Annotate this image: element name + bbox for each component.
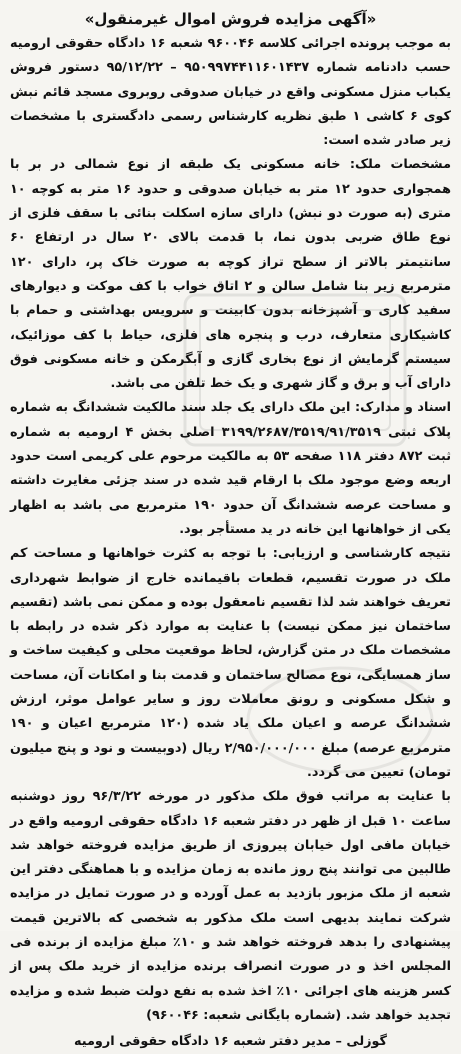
notice-title: «آگهی مزایده فروش اموال غیرمنقول» [84,10,377,28]
auction-terms-paragraph: با عنایت به مراتب فوق ملک مذکور در مورخه ۹۶/۳/۲۲ روز دوشنبه ساعت ۱۰ قبل از ظهر در دفتر شعبه ۱۶ دادگاه حقوقی ارومیه واقع در خیابان مافی اول خیابان پیروزی از طریق مزایده فروخته خواهد شد طالبین می توانند پنج روز مانده به زمان مزایده و با هماهنگی دفتر این شعبه از ملک مزبور بازدید به عمل آورده و در صورت تمایل در مزایده شرکت نمایند بدیهی است ملک مذکور به شخصی که بالاترین قیمت پیشنهادی را بدهد فروخته خواهد شد و ۱۰٪ مبلغ مزایده از برنده فی المجلس اخذ و در صورت انصراف برنده مزایده از خرید ملک پس از کسر هزینه های اجرائی ۱۰٪ اخذ شده به نفع دولت ضبط شده و مزایده تجدید خواهد شد. (شماره بایگانی شعبه: ۹۶۰۰۴۶) [10,789,451,1023]
property-details-paragraph: مشخصات ملک: خانه مسکونی یک طبقه از نوع شمالی در بر با همجواری حدود ۱۲ متر به خیابان صدوقی و حدود ۱۶ متر به کوچه ۱۰ متری (به صورت دو نبش) دارای سازه اسکلت بنائی با سقف فلزی از نوع طاق ضربی بدون نما، با قدمت بالای ۲۰ سال در ارتفاع ۶۰ سانتیمتر بالاتر از سطح تراز کوچه به صورت خاک پر، دارای ۱۲۰ مترمربع زیر بنا شامل سالن و ۲ اتاق خواب با کف موکت و دیوارهای سفید کاری و آشپزخانه بدون کابینت و سرویس بهداشتی و حمام با کاشیکاری متعارف، درب و پنجره های فلزی، حیاط با کف موزائیک، سیستم گرمایش از نوع بخاری گازی و آبگرمکن و خانه مسکونی فوق دارای آب و برق و گاز شهری و یک خط تلفن می باشد. [10,157,452,392]
documents-paragraph: اسناد و مدارک: این ملک دارای یک جلد سند مالکیت ششدانگ به شماره پلاک ثبتی ۳۱۹۹/۲۶۸۷/۳۵۱۹/۹۱/۳۵۱۹ اصلی بخش ۴ ارومیه به شماره ثبت ۸۷۲ دفتر ۱۱۸ صفحه ۵۳ به مالکیت مرحوم علی کریمی است حدود اربعه وضع موجود ملک با ارقام قید شده در سند جزئی مغایرت داشته و مساحت عرصه ششدانگ آن حدود ۱۹۰ مترمربع می باشد به اظهار یکی از خواهانها این خانه در ید مستأجر بود. [10,400,452,537]
intro-paragraph: به موجب پرونده اجرائی کلاسه ۹۶۰۰۴۶ شعبه ۱۶ دادگاه حقوقی ارومیه حسب دادنامه شماره ۹۵۰۹۹۷۴۴۱۱۶۰۱۴۳۷ – ۹۵/۱۲/۲۲ دستور فروش یکباب منزل مسکونی واقع در خیابان صدوقی روبروی مسجد قائم نبش کوی ۶ کاشی ۱ طبق نظریه کارشناس رسمی دادگستری با مشخصات زیر صادر شده است: [10,36,451,149]
appraisal-paragraph: نتیجه کارشناسی و ارزیابی: با توجه به کثرت خواهانها و مساحت کم ملک در صورت تقسیم، قطعات باقیمانده خارج از ضوابط شهرداری تعریف خواهند شد لذا تقسیم نامعقول بوده و ممکن نمی باشد (تقسیم ساختمان نیز ممکن نیست) با عنایت به موارد ذکر شده در رابطه با مشخصات ملک در متن گزارش، لحاظ موقعیت محلی و کیفیت ساخت و ساز همسایگی، نوع مصالح ساختمان و قدمت بنا و امکانات آن، مساحت و شکل مسکونی و رونق معاملات روز و سایر عوامل موثر، ارزش ششدانگ عرصه و اعیان ملک یاد شده (۱۲۰ مترمربع اعیان و ۱۹۰ مترمربع عرصه) مبلغ ۲/۹۵۰/۰۰۰/۰۰۰ ریال (دوبیست و نود و پنج میلیون تومان) تعیین می گردد. [10,546,451,780]
signature-line: گوزلی – مدیر دفتر شعبه ۱۶ دادگاه حقوقی ارومیه [74,1034,387,1050]
